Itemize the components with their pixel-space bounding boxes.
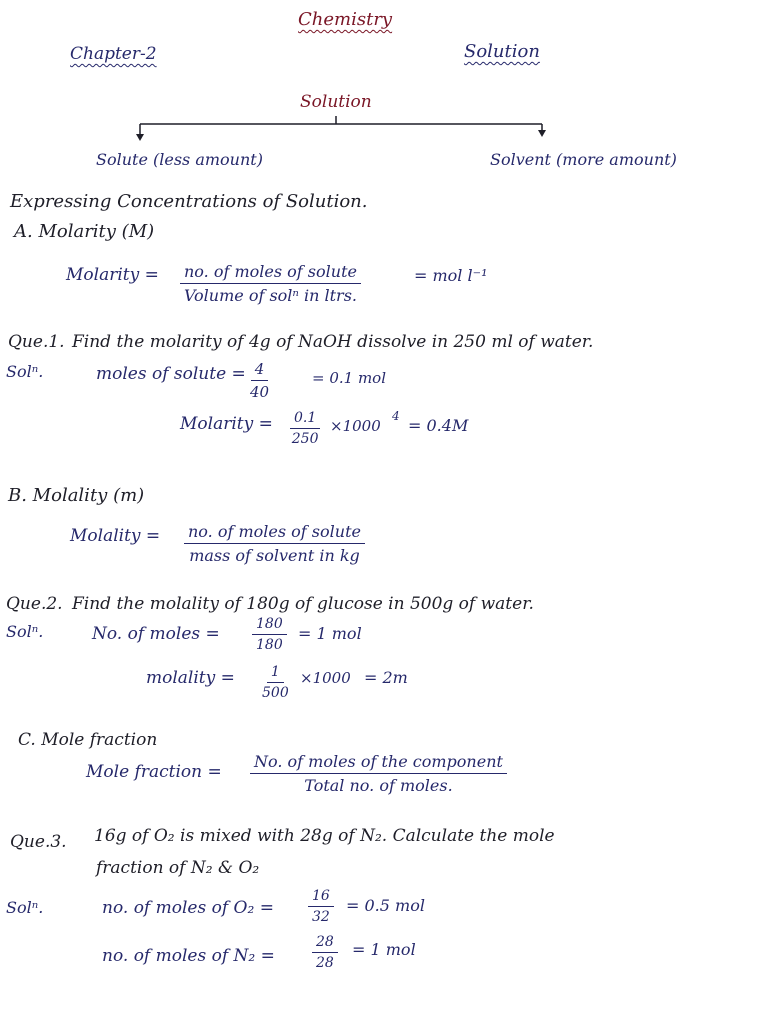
q2-molality-denominator: 500 [262, 685, 289, 701]
molarity-formula-numerator: no. of moles of solute [180, 262, 361, 284]
q1-molarity-result: = 0.4M [408, 416, 469, 435]
q2-molality-lhs: molality = [146, 668, 235, 688]
q2-molality-multiplier: ×1000 [300, 669, 351, 687]
mole-fraction-formula-denominator: Total no. of moles. [304, 776, 453, 795]
tree-right-solvent: Solvent (more amount) [490, 150, 677, 169]
q1-moles-lhs: moles of solute = [96, 364, 246, 384]
question-2-label: Que.2. [6, 594, 63, 614]
mole-fraction-formula-fraction [250, 752, 507, 795]
q2-moles-lhs: No. of moles = [92, 624, 220, 644]
question-3-text-line1: 16g of O₂ is mixed with 28g of N₂. Calculate the mole [94, 826, 555, 846]
q2-molality-numerator: 1 [267, 664, 284, 683]
mole-fraction-formula-numerator: No. of moles of the component [250, 752, 507, 774]
q1-molarity-multiplier: ×1000 [330, 417, 381, 435]
question-2-text: Find the molality of 180g of glucose in 500g of water. [72, 594, 534, 614]
q2-moles-denominator: 180 [256, 637, 283, 653]
n2-moles-numerator: 28 [312, 934, 338, 953]
q1-moles-fraction [250, 360, 269, 401]
page-title: Chemistry [298, 9, 393, 30]
chapter-label: Chapter-2 [70, 44, 157, 64]
question-1-text: Find the molarity of 4g of NaOH dissolve in 250 ml of water. [72, 332, 594, 352]
q2-moles-numerator: 180 [252, 616, 287, 635]
n2-moles-fraction [312, 934, 338, 971]
q2-molality-result: = 2m [364, 668, 408, 687]
o2-moles-fraction [308, 888, 334, 925]
mole-fraction-heading: C. Mole fraction [18, 730, 158, 750]
q1-molarity-numerator: 0.1 [290, 410, 320, 429]
question-3-label: Que.3. [10, 832, 67, 852]
molarity-formula-lhs: Molarity = [66, 265, 159, 285]
q2-moles-result: = 1 mol [298, 624, 362, 643]
n2-moles-lhs: no. of moles of N₂ = [102, 946, 275, 966]
section-heading: Expressing Concentrations of Solution. [10, 191, 368, 212]
molarity-heading: A. Molarity (M) [14, 221, 155, 242]
q2-molality-fraction [262, 664, 289, 701]
q2-moles-fraction [252, 616, 287, 653]
q1-molarity-denominator: 250 [291, 431, 319, 447]
q1-moles-result: = 0.1 mol [312, 369, 387, 387]
mole-fraction-formula-lhs: Mole fraction = [86, 762, 222, 782]
topic-label: Solution [464, 41, 540, 62]
tree-left-solute: Solute (less amount) [96, 150, 263, 169]
q1-moles-denominator: 40 [250, 383, 270, 401]
question-1-label: Que.1. [8, 332, 65, 352]
n2-moles-result: = 1 mol [352, 940, 416, 959]
o2-moles-lhs: no. of moles of O₂ = [102, 898, 274, 918]
o2-moles-denominator: 32 [312, 909, 330, 925]
molality-formula-denominator: mass of solvent in kg [189, 546, 360, 565]
molarity-formula-denominator: Volume of solⁿ in ltrs. [183, 286, 357, 305]
tree-root: Solution [300, 92, 372, 112]
q1-molarity-lhs: Molarity = [180, 414, 273, 434]
n2-moles-denominator: 28 [316, 955, 334, 971]
o2-moles-numerator: 16 [308, 888, 334, 907]
molarity-unit: = mol l⁻¹ [414, 266, 488, 285]
solution-2-label: Solⁿ. [6, 622, 44, 641]
molarity-formula-fraction [180, 262, 361, 305]
molality-heading: B. Molality (m) [8, 485, 145, 506]
solution-3-label: Solⁿ. [6, 898, 44, 917]
o2-moles-result: = 0.5 mol [346, 896, 425, 915]
molality-formula-fraction [184, 522, 365, 565]
q1-molarity-cancel-note: 4 [392, 409, 400, 423]
molality-formula-lhs: Molality = [70, 526, 161, 546]
q1-molarity-fraction [290, 410, 320, 447]
solution-1-label: Solⁿ. [6, 362, 44, 381]
q1-moles-numerator: 4 [251, 360, 269, 381]
question-3-text-line2: fraction of N₂ & O₂ [96, 858, 260, 878]
molality-formula-numerator: no. of moles of solute [184, 522, 365, 544]
